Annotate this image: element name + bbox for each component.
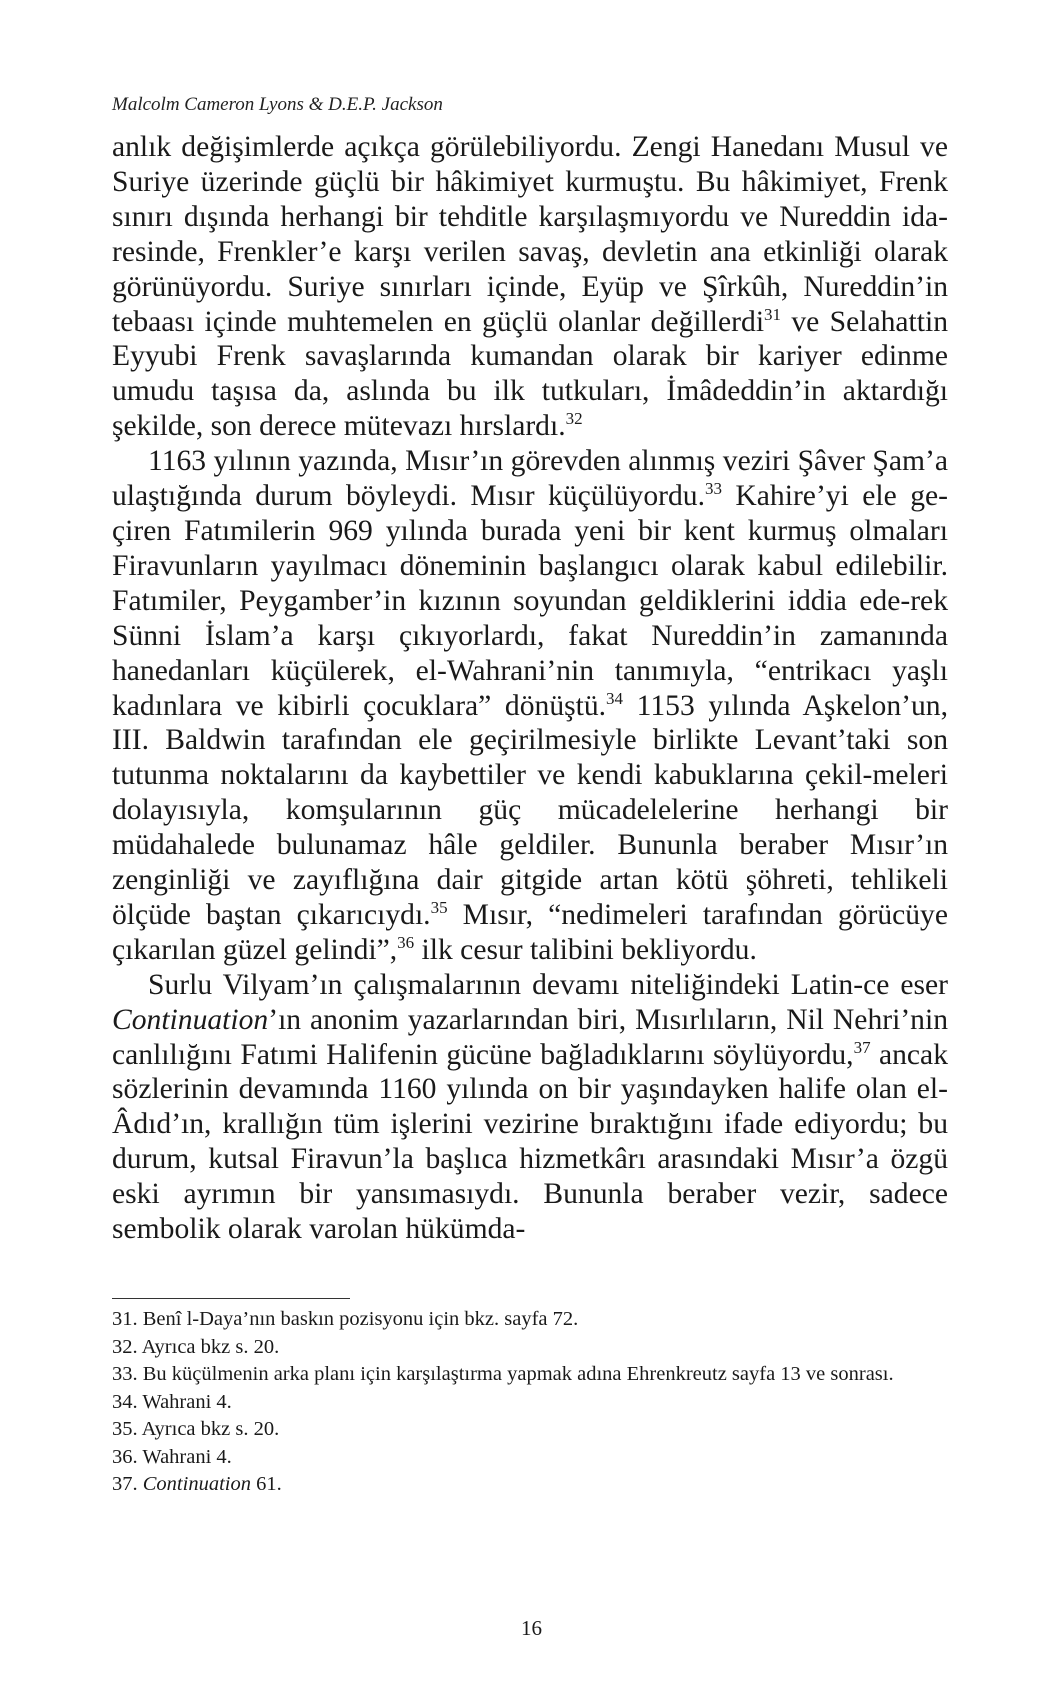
footnote-ref-35: 35 xyxy=(430,898,448,918)
paragraph-2 xyxy=(112,444,948,968)
footnote-37-prefix: 37. xyxy=(112,1473,143,1495)
footnote-33: 33. Bu küçülmenin arka planı için karşılaştırma yapmak adına Ehrenkreutz sayfa 13 ve sonrası. xyxy=(112,1363,894,1385)
footnote-ref-32: 32 xyxy=(565,409,583,429)
paragraph-3-text-c: ancak sözlerinin devamında 1160 yılında on bir yaşındayken halife olan el-Âdıd’ın, krallığın tüm işlerini vezirine bıraktığını ifade ediyordu; bu durum, kutsal Firavun’la başlıca hizmetkârı arasındaki Mısır’a özgü eski ayrımın bir yansımasıydı. Bununla beraber vezir, sadece sembolik olarak varolan hükümda- xyxy=(112,1038,948,1246)
paragraph-2-text-e: ilk cesur talibini bekliyordu. xyxy=(414,933,757,966)
paragraph-1-text-a: anlık değişimlerde açıkça görülebiliyordu. Zengi Hanedanı Musul ve Suriye üzerinde güçlü bir hâkimiyet kurmuştu. Bu hâkimiyet, Frenk sınırı dışında herhangi bir tehditle karşılaşmıyordu ve Nureddin ida-resinde, Frenkler’e karşı verilen savaş, devletin ana etkinliği olarak görünüyordu. Suriye sınırları içinde, Eyüp ve Şîrkûh, Nureddin’in tebaası içinde muhtemelen en güçlü olanlar değillerdi xyxy=(112,131,948,338)
footnote-37-italic: Continuation xyxy=(142,1473,251,1495)
paragraph-1 xyxy=(112,130,948,444)
paragraph-2-text-c: 1153 yılında Aşkelon’un, III. Baldwin tarafından ele geçirilmesiyle birlikte Levant’taki son tutunma noktalarını da kaybettiler ve kendi kabuklarına çekil-meleri dolayısıyla, komşularının güç mücadelelerine herhangi bir müdahalede bulunamaz hâle geldiler. Bununla beraber Mısır’ın zenginliği ve zayıflığına dair gitgide artan kötü şöhreti, tehlikeli ölçüde baştan çıkarıcıydı. xyxy=(112,689,948,931)
paragraph-3-text-a: Surlu Vilyam’ın çalışmalarının devamı niteliğindeki Latin-ce eser xyxy=(148,968,948,1001)
footnote-ref-33: 33 xyxy=(704,479,722,499)
footnote-37-suffix: 61. xyxy=(250,1473,282,1495)
paragraph-2-text-d: Mısır, “nedimeleri tarafından görücüye çıkarılan güzel gelindi”, xyxy=(112,898,948,966)
running-head: Malcolm Cameron Lyons & D.E.P. Jackson xyxy=(112,94,443,115)
paragraph-2-text-a: 1163 yılının yazında, Mısır’ın görevden alınmış veziri Şâver Şam’a ulaştığında durum böyleydi. Mısır küçülüyordu. xyxy=(112,445,948,513)
paragraph-3-italic-title: Continuation xyxy=(112,1003,269,1036)
footnote-divider xyxy=(112,1298,350,1299)
body-text xyxy=(112,130,948,1247)
paragraph-2-text-b: Kahire’yi ele ge-çiren Fatımilerin 969 yılında burada yeni bir kent kurmuş olmaları Firavunların yayılmacı döneminin başlangıcı olarak kabul edilebilir. Fatımiler, Peygamber’in kızının soyundan geldiklerini iddia ede-rek Sünni İslam’a karşı çıkıyorlardı, fakat Nureddin’in zamanında hanedanları küçülerek, el-Wahrani’nin tanımıyla, “entrikacı yaşlı kadınlara ve kibirli çocuklara” dönüştü. xyxy=(112,480,948,722)
footnotes xyxy=(112,1306,948,1499)
paragraph-1-text-b: ve Selahattin Eyyubi Frenk savaşlarında kumandan olarak bir kariyer edinme umudu taşısa da, aslında bu ilk tutkuları, İmâdeddin’in aktardığı şekilde, son derece mütevazı hırslardı. xyxy=(112,305,949,443)
footnote-35: 35. Ayrıca bkz s. 20. xyxy=(112,1418,280,1440)
paragraph-3-text-b: ’ın anonim yazarlarından biri, Mısırlıların, Nil Nehri’nin canlılığını Fatımi Halifenin gücüne bağladıklarını söylüyordu, xyxy=(112,1003,948,1071)
footnote-ref-34: 34 xyxy=(606,688,624,708)
page-number: 16 xyxy=(521,1616,542,1640)
footnote-ref-31: 31 xyxy=(764,304,782,324)
footnote-32: 32. Ayrıca bkz s. 20. xyxy=(112,1335,280,1358)
footnote-34: 34. Wahrani 4. xyxy=(112,1390,232,1413)
footnote-ref-36: 36 xyxy=(397,932,415,952)
footnote-36: 36. Wahrani 4. xyxy=(112,1445,232,1468)
footnote-37 xyxy=(112,1471,948,1499)
paragraph-3 xyxy=(112,968,948,1247)
footnote-31: 31. Benî l-Daya’nın baskın pozisyonu için bkz. sayfa 72. xyxy=(112,1308,579,1330)
footnote-ref-37: 37 xyxy=(853,1037,871,1057)
